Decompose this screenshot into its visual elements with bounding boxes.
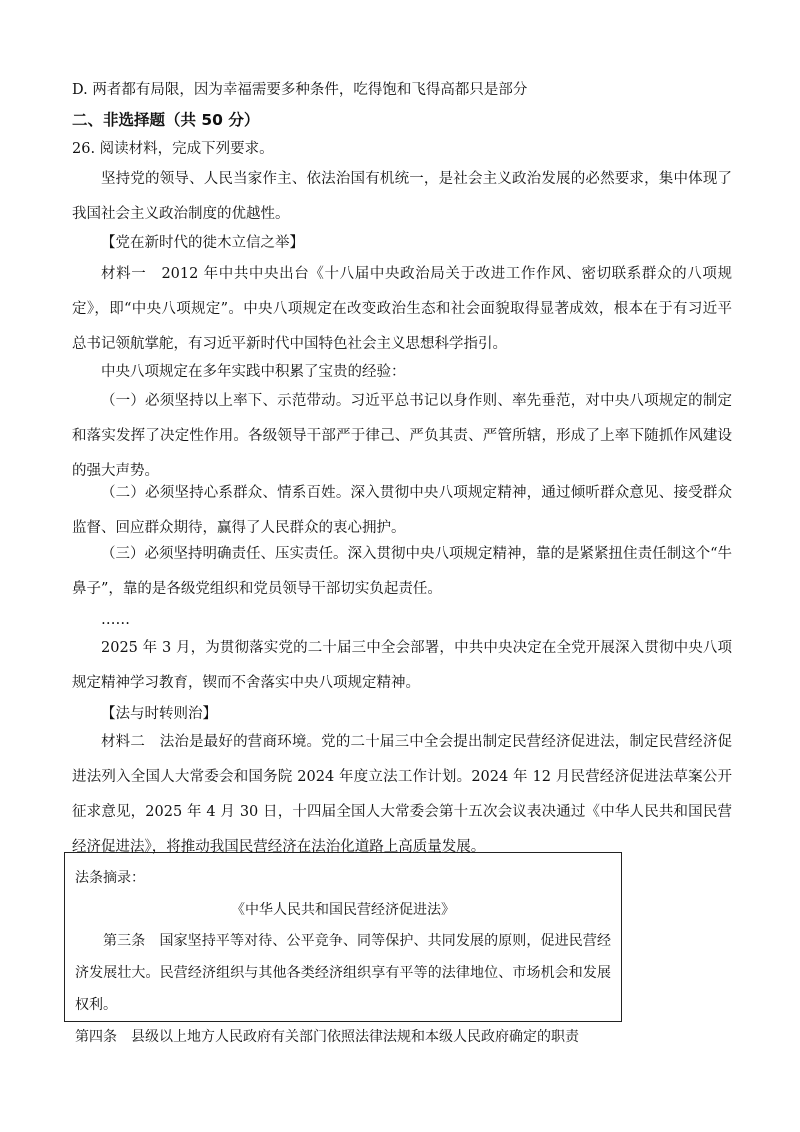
law-title: 《中华人民共和国民营经济促进法》: [231, 902, 455, 918]
heading-party: 【党在新时代的徙木立信之举】: [101, 235, 304, 251]
march-2025-paragraph: 2025 年 3 月，为贯彻落实党的二十届三中全会部署，中共中央决定在全党开展深入贯彻中央八项规定精神学习教育，锲而不舍落实中央八项规定精神。: [72, 640, 732, 691]
articles: [75, 925, 611, 1053]
experience-lead: 中央八项规定在多年实践中积累了宝贵的经验：: [101, 364, 406, 380]
heading-law: 【法与时转则治】: [101, 706, 217, 722]
ellipsis: ……: [101, 612, 130, 628]
section-title: 二、非选择题（共 50 分）: [72, 111, 260, 129]
article-three: 第三条 国家坚持平等对待、公平竞争、同等保护、共同发展的原则，促进民营经济发展壮大。民营经济组织与其他各类经济组织享有平等的法律地位、市场机会和发展权利。: [75, 933, 611, 1013]
intro-paragraph: 坚持党的领导、人民当家作主、依法治国有机统一，是社会主义政治发展的必然要求，集中体现了我国社会主义政治制度的优越性。: [72, 171, 732, 222]
excerpt-label: 法条摘录：: [75, 870, 145, 886]
material-two: 材料二 法治是最好的营商环境。党的二十届三中全会提出制定民营经济促进法，制定民营经济促进法列入全国人大常委会和国务院 2024 年度立法工作计划。2024 年 12 月民营经济促进法草案公开征求意见，2025 年 4 月 30 日，十四届全国人大常委会第十五次会议表决通过《中华人民共和国民营经济促进法》，将推动我国民营经济在法治化道路上高质量发展。: [72, 734, 732, 855]
experience-one: （一）必须坚持以上率下、示范带动。习近平总书记以身作则、率先垂范，对中央八项规定的制定和落实发挥了决定性作用。各级领导干部严于律己、严负其责、严管所辖，形成了上率下随抓作风建设的强大声势。: [72, 393, 732, 479]
question-stem: 26. 阅读材料，完成下列要求。: [72, 141, 274, 157]
option-d: D. 两者都有局限，因为幸福需要多种条件，吃得饱和飞得高都只是部分: [72, 82, 528, 98]
law-excerpt-box: [64, 852, 622, 1045]
experience-three: （三）必须坚持明确责任、压实责任。深入贯彻中央八项规定精神，靠的是紧紧扭住责任制这个“牛鼻子”，靠的是各级党组织和党员领导干部切实负起责任。: [72, 546, 732, 597]
material-one: 材料一 2012 年中共中央出台《十八届中央政治局关于改进工作作风、密切联系群众的八项规定》，即“中央八项规定”。中央八项规定在改变政治生态和社会面貌取得显著成效，根本在于有习近平总书记领航掌舵，有习近平新时代中国特色社会主义思想科学指引。: [72, 266, 732, 352]
experience-two: （二）必须坚持心系群众、情系百姓。深入贯彻中央八项规定精神，通过倾听群众意见、接受群众监督、回应群众期待，赢得了人民群众的衷心拥护。: [72, 485, 732, 536]
article-four: 第四条 县级以上地方人民政府有关部门依照法律法规和本级人民政府确定的职责: [75, 1029, 579, 1045]
